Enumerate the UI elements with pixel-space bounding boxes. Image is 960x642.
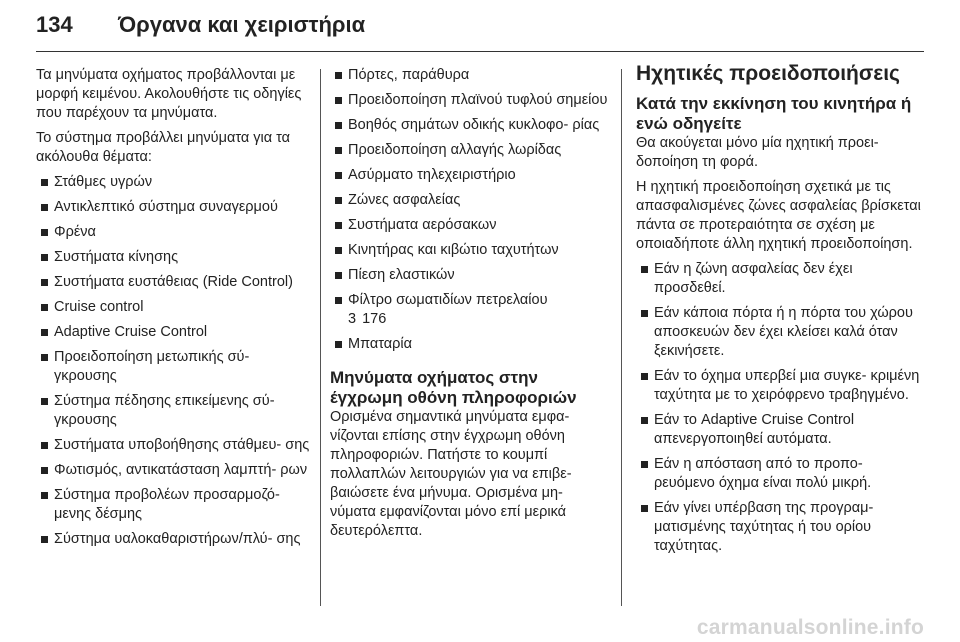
column-2 [330, 66, 610, 547]
list-item: Εάν η απόσταση από το προπο- ρευόμενο όχημα είναι πολύ μικρή. [636, 455, 924, 493]
page-reference-link[interactable]: 176 [362, 311, 387, 327]
list-item: Συστήματα κίνησης [36, 248, 316, 267]
list-item: Σύστημα προβολέων προσαρμοζό- μενης δέσμης [36, 486, 316, 524]
list-item: Εάν η ζώνη ασφαλείας δεν έχει προσδεθεί. [636, 260, 924, 298]
page-header [0, 0, 960, 50]
list-item: Μπαταρία [330, 335, 610, 354]
warnings-list [636, 260, 924, 556]
list-item: Εάν το Adaptive Cruise Control απενεργοποιηθεί αυτόματα. [636, 411, 924, 449]
list-item: Στάθμες υγρών [36, 173, 316, 192]
list-item-label: Φίλτρο σωματιδίων πετρελαίου [348, 292, 548, 308]
topics-paragraph: Το σύστημα προβάλλει μηνύματα για τα ακόλουθα θέματα: [36, 130, 291, 165]
list-item: Πόρτες, παράθυρα [330, 66, 610, 85]
list-item: Εάν κάποια πόρτα ή η πόρτα του χώρου αποσκευών δεν έχει κλείσει καλά όταν ξεκινήσετε. [636, 304, 924, 361]
list-item: Cruise control [36, 298, 316, 317]
subheading-engine-start: Κατά την εκκίνηση του κινητήρα ή ενώ οδηγείτε [636, 94, 912, 133]
list-item: Βοηθός σημάτων οδικής κυκλοφο- ρίας [330, 116, 610, 135]
list-item: Πίεση ελαστικών [330, 266, 610, 285]
section-heading-color-display: Μηνύματα οχήματος στην έγχρωμη οθόνη πληροφοριών [330, 368, 577, 407]
intro-paragraph: Τα μηνύματα οχήματος προβάλλονται με μορφή κειμένου. Ακολουθήστε τις οδηγίες που παρέχουν τα μηνύματα. [36, 67, 302, 121]
page-reference-arrow-icon: 3 [348, 311, 357, 327]
color-display-paragraph: Ορισμένα σημαντικά μηνύματα εμφα- νίζονται επίσης στην έγχρωμη οθόνη πληροφοριών. Πατήστε το κουμπί πολλαπλών λειτουργιών για να επιβε- βαιώσετε ένα μήνυμα. Ορισμένα μη- νύματα εμφανίζονται μόνο επί μερικά δευτερόλεπτα. [330, 409, 572, 539]
list-item: Προειδοποίηση μετωπικής σύ- γκρουσης [36, 348, 316, 386]
list-item: Adaptive Cruise Control [36, 323, 316, 342]
single-warning-paragraph: Θα ακούγεται μόνο μία ηχητική προει- δοποίηση τη φορά. [636, 135, 879, 170]
list-item: Αντικλεπτικό σύστημα συναγερμού [36, 198, 316, 217]
column-3 [636, 62, 924, 562]
list-item: Συστήματα αερόσακων [330, 216, 610, 235]
column-1 [36, 66, 316, 555]
list-item: Προειδοποίηση πλαϊνού τυφλού σημείου [330, 91, 610, 110]
list-item: Κινητήρας και κιβώτιο ταχυτήτων [330, 241, 610, 260]
page-title: Όργανα και χειριστήρια [118, 12, 366, 37]
header-rule [36, 51, 924, 52]
list-item: Φρένα [36, 223, 316, 242]
list-item: Ασύρματο τηλεχειριστήριο [330, 166, 610, 185]
list-item: Προειδοποίηση αλλαγής λωρίδας [330, 141, 610, 160]
page-number: 134 [36, 12, 73, 37]
watermark: carmanualsonline.info [696, 616, 924, 639]
seatbelt-priority-paragraph: Η ηχητική προειδοποίηση σχετικά με τις απασφαλισμένες ζώνες ασφαλείας βρίσκεται πάντα σε προτεραιότητα σε σχέση με οποιαδήποτε άλλη ηχητική προειδοποίηση. [636, 179, 921, 252]
list-item: Ζώνες ασφαλείας [330, 191, 610, 210]
list-item: Συστήματα ευστάθειας (Ride Control) [36, 273, 316, 292]
list-item: Εάν γίνει υπέρβαση της προγραμ- ματισμένης ταχύτητας ή του ορίου ταχύτητας. [636, 499, 924, 556]
column-divider-1 [320, 69, 321, 606]
section-heading-audible-warnings: Ηχητικές προειδοποιήσεις [636, 62, 900, 85]
list-item: Φωτισμός, αντικατάσταση λαμπτή- ρων [36, 461, 316, 480]
list-item: Εάν το όχημα υπερβεί μια συγκε- κριμένη ταχύτητα με το χειρόφρενο τραβηγμένο. [636, 367, 924, 405]
topics-list-1 [36, 173, 316, 549]
list-item: Σύστημα πέδησης επικείμενης σύ- γκρουσης [36, 392, 316, 430]
list-item: Συστήματα υποβοήθησης στάθμευ- σης [36, 436, 316, 455]
topics-list-2 [330, 66, 610, 354]
list-item-with-reference [330, 291, 610, 329]
list-item: Σύστημα υαλοκαθαριστήρων/πλύ- σης [36, 530, 316, 549]
column-divider-2 [621, 69, 622, 606]
